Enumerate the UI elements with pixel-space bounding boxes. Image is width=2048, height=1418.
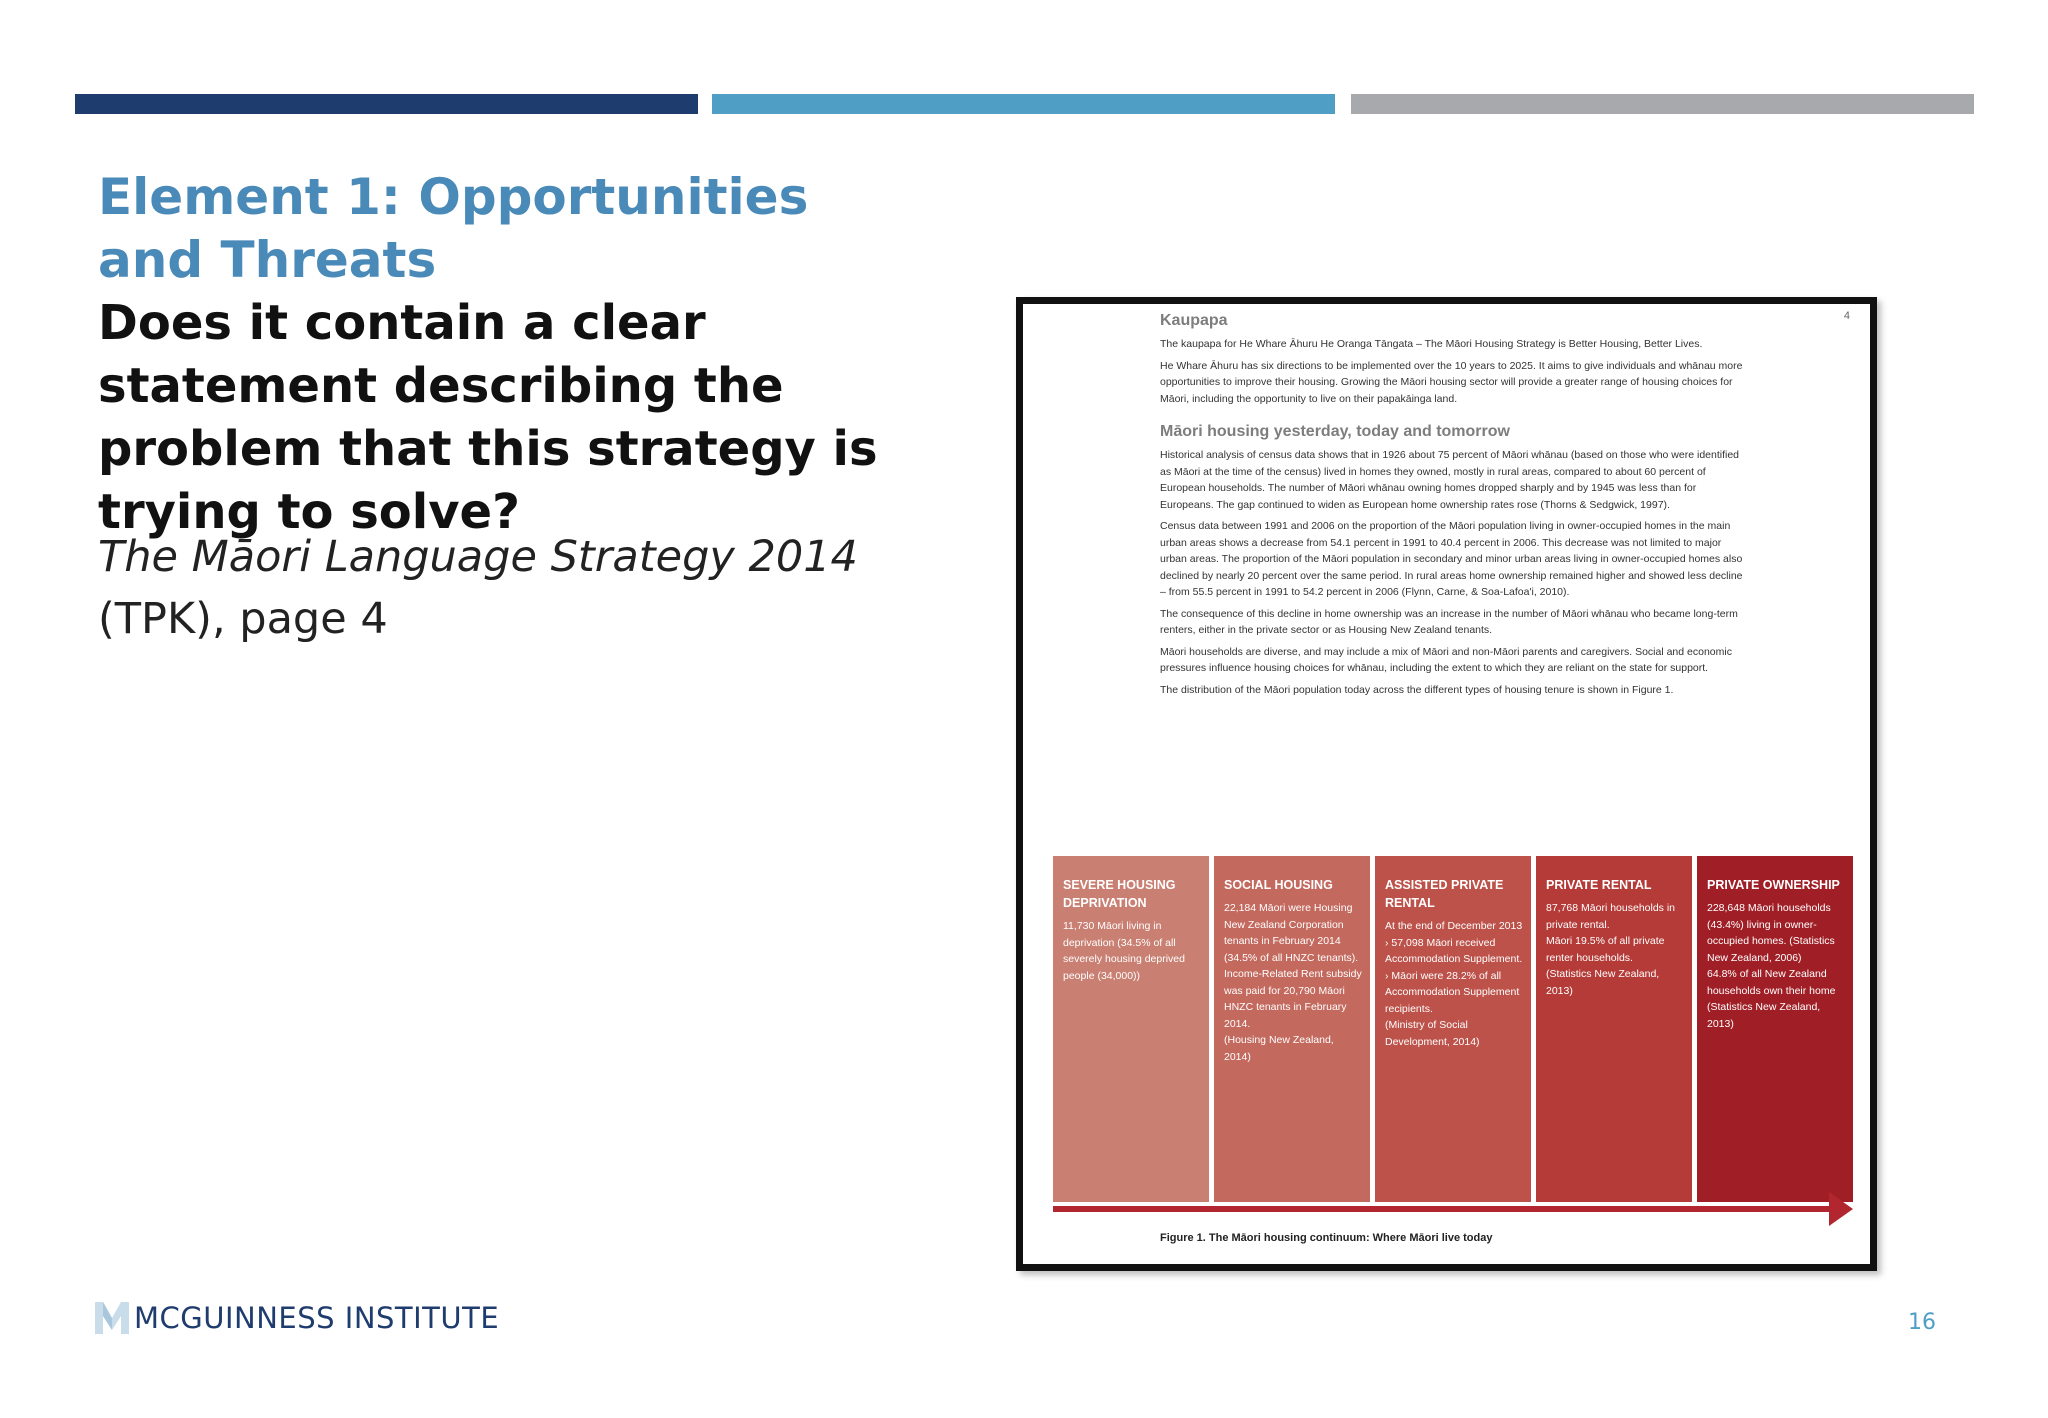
- continuum-arrow-line: [1053, 1206, 1831, 1212]
- continuum-text: At the end of December 2013 › 57,098 Māori received Accommodation Supplement. › Māori were 28.2% of all Accommodation Supplement recipients. (Ministry of Social Development, 2014): [1385, 920, 1523, 1048]
- document-excerpt-image: [1016, 297, 1877, 1271]
- document-text: [1160, 312, 1750, 703]
- document-paragraph: Historical analysis of census data shows that in 1926 about 75 percent of Māori whānau (based on those who were identified as Māori at the time of the census) lived in homes they owned, mostly in rural areas, compared to about 60 percent of European households. The number of Māori whānau owning homes dropped sharply and by 1945 was less than for Europeans. The gap continued to widen as European home ownership rates rose (Thorns & Sedgwick, 1997).: [1160, 449, 1740, 511]
- continuum-column: [1536, 856, 1692, 1202]
- document-paragraph: He Whare Āhuru has six directions to be implemented over the 10 years to 2025. It aims to give individuals and whānau more opportunities to improve their housing. Growing the Māori housing sector will provide a greater range of housing choices for Māori, including the opportunity to live on their papakāinga land.: [1160, 359, 1743, 405]
- continuum-column: [1375, 856, 1531, 1202]
- document-paragraph: Māori households are diverse, and may include a mix of Māori and non-Māori parents and caregivers. Social and economic pressures influence housing choices for whānau, including the extent to which they are reliant on the state for support.: [1160, 645, 1732, 674]
- continuum-text: 11,730 Māori living in deprivation (34.5% of all severely housing deprived people (34,000)): [1063, 920, 1185, 982]
- document-paragraph: Census data between 1991 and 2006 on the proportion of the Māori population living in owner-occupied homes in the main urban areas shows a decrease from 54.1 percent in 1991 to 40.4 percent in 2006. This decrease was not limited to major urban areas. The proportion of the Māori population in secondary and minor urban areas living in owner-occupied homes also declined by nearly 20 percent over the same period. In rural areas home ownership remained higher and showed less decline – from 55.5 percent in 1991 to 54.2 percent in 2006 (Flynn, Carne, & Soa-Lafoa'i, 2010).: [1160, 520, 1743, 598]
- continuum-text: 228,648 Māori households (43.4%) living in owner-occupied homes. (Statistics New Zealand, 2006) 64.8% of all New Zealand households own their home (Statistics New Zealand, 2013): [1707, 902, 1836, 1030]
- figure-caption: Figure 1. The Māori housing continuum: Where Māori live today: [1160, 1232, 1493, 1244]
- document-heading-kaupapa: Kaupapa: [1160, 312, 1228, 329]
- continuum-title: PRIVATE OWNERSHIP: [1707, 878, 1840, 892]
- logo-m-icon: [94, 1300, 130, 1336]
- header-bar-dark: [75, 94, 698, 114]
- continuum-text: 22,184 Māori were Housing New Zealand Corporation tenants in February 2014 (34.5% of all HNZC tenants). Income-Related Rent subsidy was paid for 20,790 Māori HNZC tenants in February 2014. (Housing New Zealand, 2014): [1224, 902, 1362, 1063]
- continuum-column: [1053, 856, 1209, 1202]
- continuum-title: ASSISTED PRIVATE RENTAL: [1385, 878, 1504, 910]
- housing-continuum: [1053, 856, 1853, 1202]
- document-paragraph: The consequence of this decline in home ownership was an increase in the number of Māori whānau who became long-term renters, either in the private sector or as Housing New Zealand tenants.: [1160, 607, 1738, 636]
- continuum-arrow-head-icon: [1829, 1192, 1853, 1226]
- continuum-text: 87,768 Māori households in private rental. Māori 19.5% of all private renter households. (Statistics New Zealand, 2013): [1546, 902, 1676, 997]
- continuum-title: SOCIAL HOUSING: [1224, 878, 1333, 892]
- document-paragraph: The kaupapa for He Whare Āhuru He Oranga Tāngata – The Māori Housing Strategy is Better Housing, Better Lives.: [1160, 338, 1703, 350]
- slide-number: 16: [1908, 1310, 1936, 1335]
- continuum-column: [1214, 856, 1370, 1202]
- header-bar-blue: [712, 94, 1335, 114]
- mcguinness-logo: [94, 1298, 499, 1338]
- slide-heading: Element 1: Opportunities and Threats: [98, 168, 809, 289]
- continuum-column: [1697, 856, 1853, 1202]
- source-citation: [98, 526, 918, 650]
- document-page-number: 4: [1843, 310, 1850, 322]
- document-heading-housing: Māori housing yesterday, today and tomorrow: [1160, 423, 1510, 440]
- logo-text: MCGUINNESS INSTITUTE: [134, 1301, 500, 1335]
- source-title: The Māori Language Strategy 2014: [98, 532, 858, 582]
- document-paragraph: The distribution of the Māori population today across the different types of housing tenure is shown in Figure 1.: [1160, 683, 1674, 696]
- slide-question: Does it contain a clear statement describing the problem that this strategy is trying to solve?: [98, 295, 878, 540]
- continuum-title: SEVERE HOUSING DEPRIVATION: [1063, 878, 1176, 910]
- source-page: (TPK), page 4: [98, 594, 388, 644]
- header-bar-gray: [1351, 94, 1974, 114]
- continuum-title: PRIVATE RENTAL: [1546, 878, 1652, 892]
